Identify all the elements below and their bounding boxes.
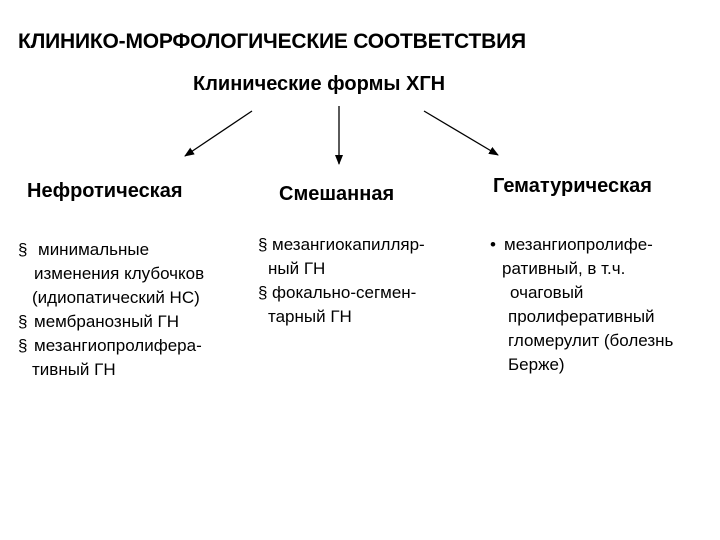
diagram-subtitle: Клинические формы ХГН: [193, 73, 446, 95]
item-text: мезангиокапилляр-: [272, 235, 425, 254]
heading-nephrotic: Нефротическая: [27, 180, 183, 202]
item-text: тивный ГН: [32, 360, 116, 379]
page-title: КЛИНИКО-МОРФОЛОГИЧЕСКИЕ СООТВЕТСТВИЯ: [18, 30, 526, 53]
heading-mixed: Смешанная: [279, 183, 395, 205]
bullet-marker: §: [18, 336, 28, 355]
list-item: [258, 281, 425, 305]
item-text: фокально-сегмен-: [272, 283, 417, 302]
item-text: ный ГН: [268, 259, 326, 278]
item-text: тарный ГН: [268, 307, 352, 326]
arrow-left: [185, 111, 252, 156]
item-text: Берже): [508, 355, 565, 374]
item-text: пролиферативный: [508, 307, 655, 326]
item-text: мезангиопролифе-: [504, 235, 653, 254]
list-item: [18, 238, 204, 262]
item-text: мезангиопролифера-: [34, 336, 202, 355]
heading-hematuric: Гематурическая: [493, 175, 652, 197]
bullet-marker: §: [258, 235, 268, 254]
bullet-marker: §: [18, 312, 28, 331]
item-text: гломерулит (болезнь: [508, 331, 674, 350]
item-text: очаговый: [510, 283, 584, 302]
list-mixed: [258, 233, 425, 329]
list-item: [18, 334, 204, 358]
list-nephrotic: [18, 238, 204, 382]
list-hematuric: [490, 233, 673, 377]
item-text: ративный, в т.ч.: [502, 259, 626, 278]
item-text: минимальные: [38, 240, 150, 259]
list-item: [18, 310, 204, 334]
arrow-right: [424, 111, 498, 155]
bullet-marker: •: [490, 235, 496, 254]
list-item: [490, 233, 673, 257]
item-text: изменения клубочков: [34, 264, 205, 283]
item-text: (идиопатический НС): [32, 288, 200, 307]
bullet-marker: §: [258, 283, 268, 302]
bullet-marker: §: [18, 240, 28, 259]
item-text: мембранозный ГН: [34, 312, 180, 331]
list-item: [258, 233, 425, 257]
